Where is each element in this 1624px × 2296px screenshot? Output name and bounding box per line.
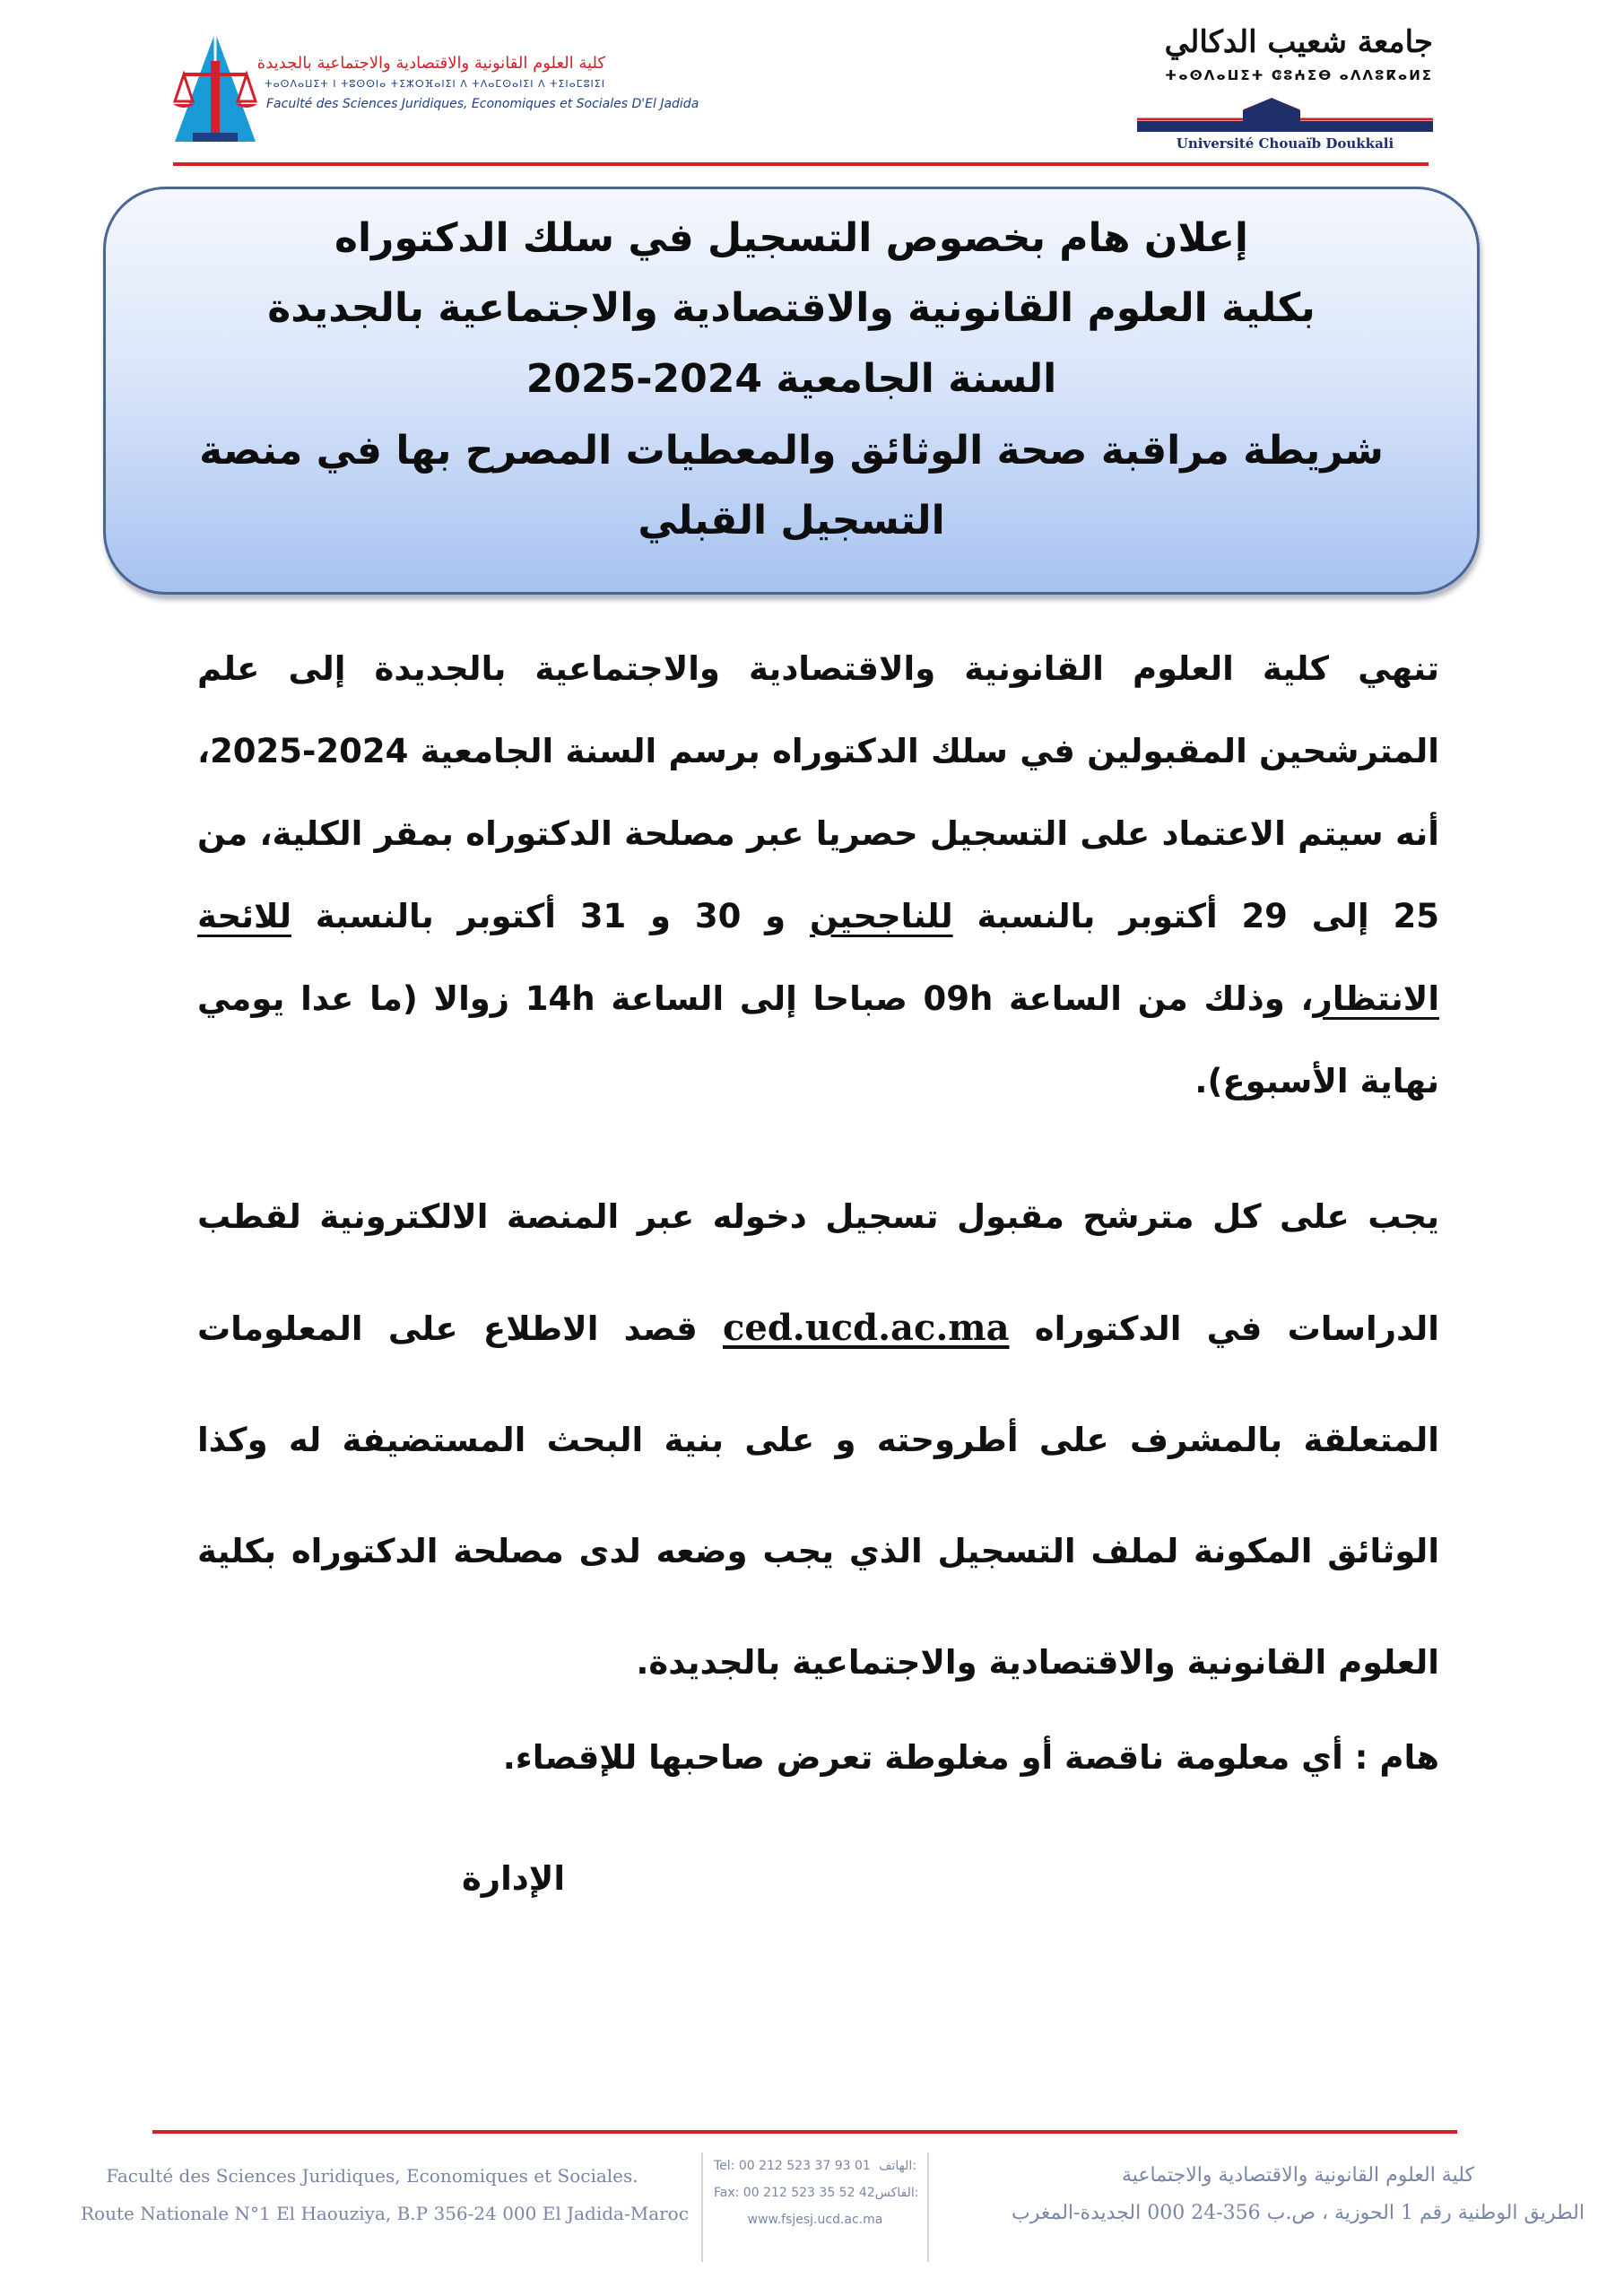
title-line-4: شريطة مراقبة صحة الوثائق والمعطيات المصرح بها في منصة	[199, 428, 1384, 474]
faculty-logo	[166, 25, 699, 151]
announcement-title-box	[103, 187, 1480, 595]
admitted-label: للناجحين	[809, 897, 953, 935]
para2-text-a: يجب على كل مترشح مقبول تسجيل دخوله عبر المنصة الالكترونية لقطب الدراسات في الدكتوراه	[197, 1197, 1439, 1348]
university-name-french: Université Chouaïb Doukkali	[1176, 135, 1394, 152]
platform-paragraph	[197, 1161, 1439, 1718]
footer-fax: Fax: 00 212 523 35 52 42	[714, 2186, 875, 2200]
title-line-5: التسجيل القبلي	[638, 498, 945, 544]
title-line-3: السنة الجامعية 2024-2025	[525, 356, 1057, 402]
para2-text-b: قصد الاطلاع على المعلومات المتعلقة بالمشرف على أطروحته و على بنية البحث المستضيفة له وكذا الوثائق المكونة لملف التسجيل الذي يجب وضعه لدى مصلحة الدكتوراه بكلية العلوم القانونية والاقتصادية والاجتماعية بالجديدة.	[197, 1309, 1439, 1682]
footer-tel-label: الهاتف:	[879, 2159, 916, 2173]
registration-paragraph	[197, 628, 1439, 1123]
footer-french-line-2: Route Nationale N°1 El Haouziya, B.P 356-24 000 El Jadida-Maroc	[81, 2203, 689, 2224]
header-divider	[173, 162, 1429, 166]
university-logo	[1137, 22, 1433, 152]
signature: الإدارة	[461, 1859, 565, 1898]
footer-contact	[701, 2152, 929, 2262]
justice-scale-icon	[166, 25, 265, 151]
important-note: هام : أي معلومة ناقصة أو مغلوطة تعرض صاحبها للإقصاء.	[502, 1738, 1439, 1777]
footer-website[interactable]: www.fsjesj.ucd.ac.ma	[747, 2213, 883, 2227]
university-name-tifinagh: ⵜⴰⵙⴷⴰⵡⵉⵜ ⵛⵓⵄⵉⴱ ⴰⴷⴷⵓⴽⴰⵍⵉ	[1165, 67, 1433, 83]
para1-text-a: تنهي كلية العلوم القانونية والاقتصادية والاجتماعية بالجديدة إلى علم المترشحين المقبولين في سلك الدكتوراه برسم السنة الجامعية 2024-2025، أنه سيتم الاعتماد على التسجيل حصريا عبر مصلحة الدكتوراه بمقر الكلية، من 25 إلى 29 أكتوبر بالنسبة	[197, 649, 1440, 935]
para1-text-c: ، وذلك من الساعة 09h صباحا إلى الساعة 14h زوالا (ما عدا يومي نهاية الأسبوع).	[197, 979, 1439, 1100]
para1-text-b: و 30 و 31 أكتوبر بالنسبة	[291, 897, 810, 935]
footer-divider	[152, 2130, 1457, 2134]
footer-fax-label: الفاكس:	[874, 2186, 919, 2200]
footer-arabic-line-2: الطريق الوطنية رقم 1 الحوزية ، ص.ب 356-24 000 الجديدة-المغرب	[1012, 2202, 1585, 2224]
university-building-icon	[1137, 89, 1433, 135]
university-name-arabic: جامعة شعيب الدكالي	[1164, 24, 1433, 60]
waiting-list-label: للائحة الانتظار	[197, 897, 1439, 1018]
footer-arabic-line-1: كلية العلوم القانونية والاقتصادية والاجتماعية	[1122, 2164, 1474, 2187]
faculty-name-arabic: كلية العلوم القانونية والاقتصادية والاجتماعية بالجديدة	[256, 54, 605, 73]
title-line-2: بكلية العلوم القانونية والاقتصادية والاجتماعية بالجديدة	[267, 285, 1316, 331]
footer-address-arabic	[1004, 2157, 1592, 2232]
footer-tel: Tel: 00 212 523 37 93 01	[714, 2159, 871, 2173]
title-line-1: إعلان هام بخصوص التسجيل في سلك الدكتوراه	[334, 215, 1248, 261]
footer-french-line-1: Faculté des Sciences Juridiques, Economiques et Sociales.	[106, 2165, 638, 2187]
footer-address-french	[81, 2157, 689, 2232]
faculty-name-french: Faculté des Sciences Juridiques, Economiques et Sociales D'El Jadida	[266, 97, 699, 111]
platform-link[interactable]: ced.ucd.ac.ma	[723, 1307, 1010, 1349]
faculty-name-tifinagh: ⵜⴰⵙⴷⴰⵡⵉⵜ ⵏ ⵜⵓⵙⵙⵏⴰ ⵜⵉⵣⵔⴼⴰⵏⵉⵏ ⴷ ⵜⴷⴰⵎⵙⴰⵏⵉⵏ ⴷ ⵜⵉⵏⴰⵎⵓⵏⵉⵏ	[265, 78, 605, 90]
